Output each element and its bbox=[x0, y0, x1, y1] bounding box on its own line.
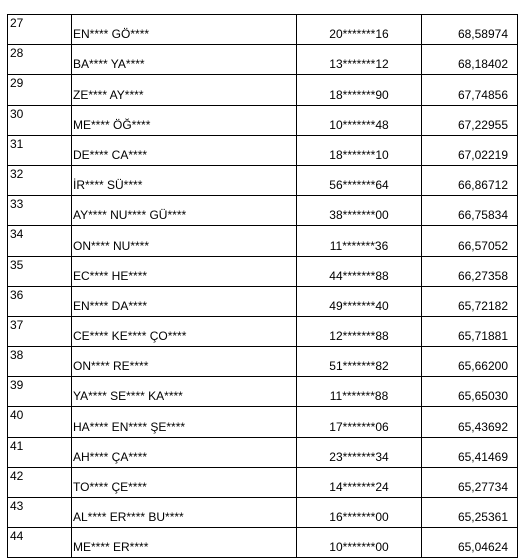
table-row bbox=[8, 135, 518, 165]
name-cell: EN**** GÖ**** bbox=[72, 15, 297, 45]
id-number-cell: 12*******88 bbox=[297, 316, 422, 346]
rank-cell: 28 bbox=[8, 45, 72, 75]
results-table bbox=[7, 14, 518, 558]
rank-cell: 41 bbox=[8, 437, 72, 467]
rank-cell: 32 bbox=[8, 165, 72, 195]
name-cell: İR**** SÜ**** bbox=[72, 165, 297, 195]
score-cell: 65,65030 bbox=[422, 377, 518, 407]
table-row bbox=[8, 196, 518, 226]
name-cell: BA**** YA**** bbox=[72, 45, 297, 75]
table-row bbox=[8, 316, 518, 346]
rank-cell: 37 bbox=[8, 316, 72, 346]
score-cell: 65,04624 bbox=[422, 528, 518, 558]
name-cell: ZE**** AY**** bbox=[72, 75, 297, 105]
name-cell: AH**** ÇA**** bbox=[72, 437, 297, 467]
name-cell: ON**** NU**** bbox=[72, 226, 297, 256]
score-cell: 65,27734 bbox=[422, 467, 518, 497]
score-cell: 68,18402 bbox=[422, 45, 518, 75]
score-cell: 65,43692 bbox=[422, 407, 518, 437]
id-number-cell: 11*******88 bbox=[297, 377, 422, 407]
rank-cell: 42 bbox=[8, 467, 72, 497]
rank-cell: 39 bbox=[8, 377, 72, 407]
name-cell: YA**** SE**** KA**** bbox=[72, 377, 297, 407]
name-cell: CE**** KE**** ÇO**** bbox=[72, 316, 297, 346]
id-number-cell: 11*******36 bbox=[297, 226, 422, 256]
score-cell: 67,22955 bbox=[422, 105, 518, 135]
table-row bbox=[8, 347, 518, 377]
id-number-cell: 20*******16 bbox=[297, 15, 422, 45]
rank-cell: 34 bbox=[8, 226, 72, 256]
table-row bbox=[8, 165, 518, 195]
rank-cell: 44 bbox=[8, 528, 72, 558]
table-row bbox=[8, 467, 518, 497]
table-row bbox=[8, 407, 518, 437]
id-number-cell: 10*******00 bbox=[297, 528, 422, 558]
id-number-cell: 23*******34 bbox=[297, 437, 422, 467]
name-cell: ME**** ÖĞ**** bbox=[72, 105, 297, 135]
score-cell: 66,57052 bbox=[422, 226, 518, 256]
name-cell: AY**** NU**** GÜ**** bbox=[72, 196, 297, 226]
rank-cell: 36 bbox=[8, 286, 72, 316]
rank-cell: 29 bbox=[8, 75, 72, 105]
id-number-cell: 16*******00 bbox=[297, 498, 422, 528]
rank-cell: 40 bbox=[8, 407, 72, 437]
table-row bbox=[8, 226, 518, 256]
score-cell: 65,72182 bbox=[422, 286, 518, 316]
results-table-body bbox=[8, 15, 518, 558]
id-number-cell: 51*******82 bbox=[297, 347, 422, 377]
table-row bbox=[8, 498, 518, 528]
id-number-cell: 10*******48 bbox=[297, 105, 422, 135]
table-row bbox=[8, 286, 518, 316]
score-cell: 65,66200 bbox=[422, 347, 518, 377]
score-cell: 65,71881 bbox=[422, 316, 518, 346]
score-cell: 65,41469 bbox=[422, 437, 518, 467]
table-row bbox=[8, 256, 518, 286]
score-cell: 66,75834 bbox=[422, 196, 518, 226]
rank-cell: 30 bbox=[8, 105, 72, 135]
score-cell: 67,74856 bbox=[422, 75, 518, 105]
id-number-cell: 18*******10 bbox=[297, 135, 422, 165]
name-cell: ME**** ER**** bbox=[72, 528, 297, 558]
score-cell: 65,25361 bbox=[422, 498, 518, 528]
table-row bbox=[8, 528, 518, 558]
id-number-cell: 18*******90 bbox=[297, 75, 422, 105]
table-row bbox=[8, 45, 518, 75]
id-number-cell: 38*******00 bbox=[297, 196, 422, 226]
name-cell: HA**** EN**** ŞE**** bbox=[72, 407, 297, 437]
name-cell: EC**** HE**** bbox=[72, 256, 297, 286]
rank-cell: 33 bbox=[8, 196, 72, 226]
rank-cell: 31 bbox=[8, 135, 72, 165]
id-number-cell: 49*******40 bbox=[297, 286, 422, 316]
rank-cell: 35 bbox=[8, 256, 72, 286]
score-cell: 67,02219 bbox=[422, 135, 518, 165]
id-number-cell: 44*******88 bbox=[297, 256, 422, 286]
name-cell: TO**** ÇE**** bbox=[72, 467, 297, 497]
name-cell: AL**** ER**** BU**** bbox=[72, 498, 297, 528]
rank-cell: 27 bbox=[8, 15, 72, 45]
rank-cell: 38 bbox=[8, 347, 72, 377]
table-row bbox=[8, 75, 518, 105]
name-cell: EN**** DA**** bbox=[72, 286, 297, 316]
id-number-cell: 13*******12 bbox=[297, 45, 422, 75]
id-number-cell: 56*******64 bbox=[297, 165, 422, 195]
name-cell: ON**** RE**** bbox=[72, 347, 297, 377]
rank-cell: 43 bbox=[8, 498, 72, 528]
table-row bbox=[8, 377, 518, 407]
id-number-cell: 17*******06 bbox=[297, 407, 422, 437]
table-row bbox=[8, 15, 518, 45]
name-cell: DE**** CA**** bbox=[72, 135, 297, 165]
table-row bbox=[8, 105, 518, 135]
id-number-cell: 14*******24 bbox=[297, 467, 422, 497]
score-cell: 68,58974 bbox=[422, 15, 518, 45]
score-cell: 66,86712 bbox=[422, 165, 518, 195]
score-cell: 66,27358 bbox=[422, 256, 518, 286]
table-row bbox=[8, 437, 518, 467]
